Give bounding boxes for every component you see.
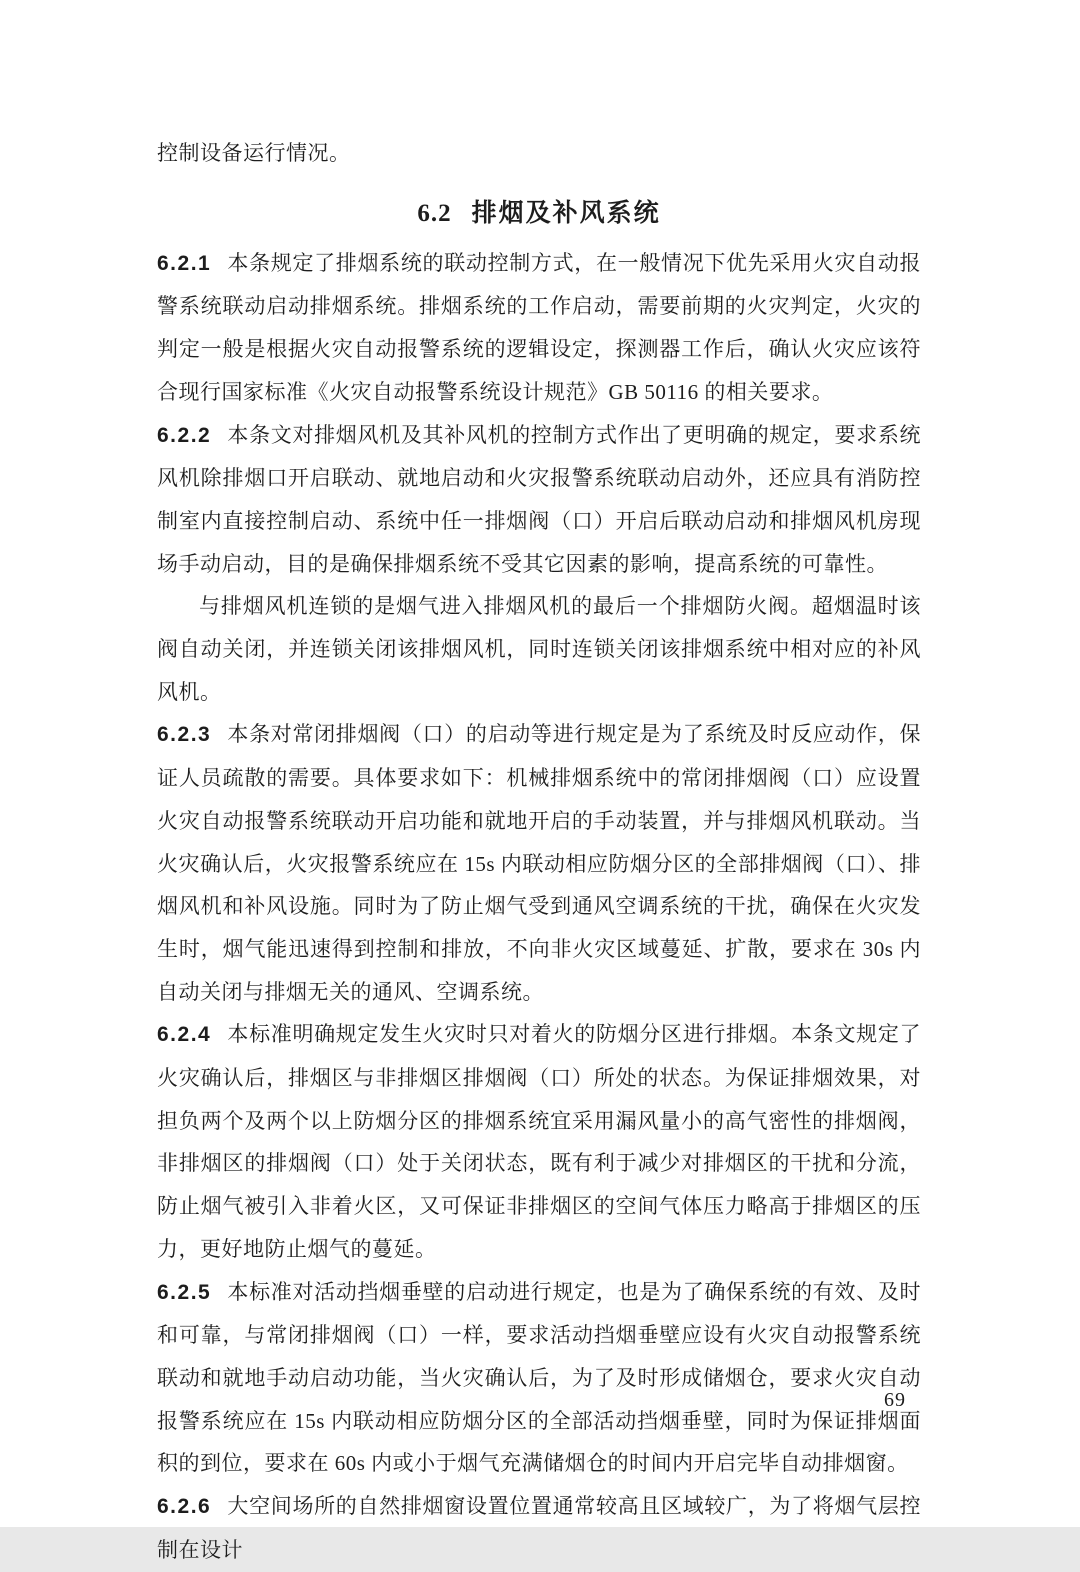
document-content [157, 132, 921, 1572]
section-paragraph-6-2-2 [157, 414, 921, 586]
section-number: 6.2.4 [157, 1023, 212, 1047]
paragraph-continuation [157, 132, 921, 175]
section-number: 6.2.5 [157, 1280, 212, 1304]
section-number: 6.2.6 [157, 1495, 212, 1519]
section-text: 本标准对活动挡烟垂壁的启动进行规定，也是为了确保系统的有效、及时和可靠，与常闭排烟阀（口）一样，要求活动挡烟垂壁应设有火灾自动报警系统联动和就地手动启动功能，当火灾确认后，为了及时形成储烟仓，要求火灾自动报警系统应在 15s 内联动相应防烟分区的全部活动挡烟垂壁，同时为保证排烟面积的到位，要求在 60s 内或小于烟气充满储烟仓的时间内开启完毕自动排烟窗。 [157, 1279, 921, 1476]
section-number: 6.2.2 [157, 423, 212, 447]
section-text: 本标准明确规定发生火灾时只对着火的防烟分区进行排烟。本条文规定了火灾确认后，排烟区与非排烟区排烟阀（口）所处的状态。为保证排烟效果，对担负两个及两个以上防烟分区的排烟系统宜采用漏风量小的高气密性的排烟阀，非排烟区的排烟阀（口）处于关闭状态，既有利于减少对排烟区的干扰和分流，防止烟气被引入非着火区，又可保证非排烟区的空间气体压力略高于排烟区的压力，更好地防止烟气的蔓延。 [157, 1022, 921, 1261]
section-number: 6.2.1 [157, 251, 212, 275]
page-number: 69 [884, 1389, 906, 1411]
section-text: 大空间场所的自然排烟窗设置位置通常较高且区域较广，为了将烟气层控制在设计 [157, 1494, 921, 1562]
paragraph-continuation-text: 控制设备运行情况。 [157, 141, 351, 165]
section-paragraph-6-2-6 [157, 1485, 921, 1571]
section-text: 本条文对排烟风机及其补风机的控制方式作出了更明确的规定，要求系统风机除排烟口开启联动、就地启动和火灾报警系统联动启动外，还应具有消防控制室内直接控制启动、系统中任一排烟阀（口）开启后联动启动和排烟风机房现场手动启动，目的是确保排烟系统不受其它因素的影响，提高系统的可靠性。 [157, 422, 921, 576]
section-paragraph-6-2-1 [157, 242, 921, 414]
section-paragraph-6-2-5 [157, 1271, 921, 1486]
section-paragraph-6-2-4 [157, 1013, 921, 1270]
section-number: 6.2.3 [157, 723, 212, 747]
paragraph-interlock-note [157, 585, 921, 713]
section-heading-title: 排烟及补风系统 [471, 198, 661, 227]
section-text: 与排烟风机连锁的是烟气进入排烟风机的最后一个排烟防火阀。超烟温时该阀自动关闭，并连锁关闭该排烟风机，同时连锁关闭该排烟系统中相对应的补风风机。 [157, 594, 921, 704]
section-text: 本条规定了排烟系统的联动控制方式，在一般情况下优先采用火灾自动报警系统联动启动排烟系统。排烟系统的工作启动，需要前期的火灾判定，火灾的判定一般是根据火灾自动报警系统的逻辑设定，探测器工作后，确认火灾应该符合现行国家标准《火灾自动报警系统设计规范》GB 50116 的相关要求。 [157, 250, 921, 404]
section-heading [157, 196, 921, 231]
section-heading-number: 6.2 [417, 199, 452, 227]
section-paragraph-6-2-3 [157, 713, 921, 1013]
section-text: 本条对常闭排烟阀（口）的启动等进行规定是为了系统及时反应动作，保证人员疏散的需要。具体要求如下：机械排烟系统中的常闭排烟阀（口）应设置火灾自动报警系统联动开启功能和就地开启的手动装置，并与排烟风机联动。当火灾确认后，火灾报警系统应在 15s 内联动相应防烟分区的全部排烟阀（口）、排烟风机和补风设施。同时为了防止烟气受到通风空调系统的干扰，确保在火灾发生时，烟气能迅速得到控制和排放，不向非火灾区域蔓延、扩散，要求在 30s 内自动关闭与排烟无关的通风、空调系统。 [157, 722, 921, 1004]
